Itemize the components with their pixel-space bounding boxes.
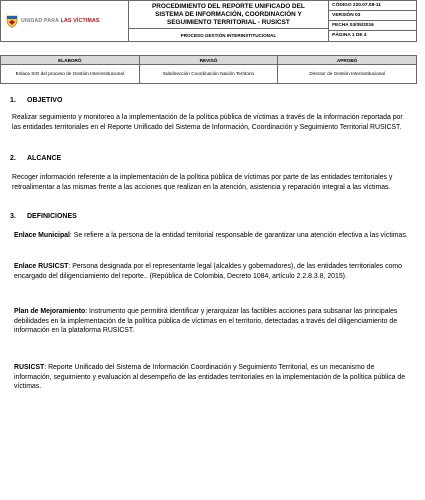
process-name: PROCESO GESTIÓN INTERINSTITUCIONAL — [128, 29, 328, 42]
section-title: ALCANCE — [27, 155, 62, 162]
definition-item — [14, 231, 410, 241]
section-number: 2. — [10, 155, 16, 162]
section-number: 1. — [10, 97, 16, 104]
section-number: 3. — [10, 213, 16, 220]
objetivo-text: Realizar seguimiento y monitoreo a la implementación de la política pública de víctimas a través de la información reportada por las entidades territoriales en el Reporte Unificado del Sistema de Información, Coordinación y Seguimiento Territorial RUSICST. — [12, 114, 403, 131]
signature-approved-by: Director de Gestión Interinstitucional — [278, 65, 417, 84]
definition-text: : Persona designada por el representante legal (alcaldes y gobernadores), de las entidades territoriales como encargado del diligenciamiento del reporte.. (República de Colombia, Decreto 1084, artículo 2.2.8.3.8, 2015). — [14, 263, 403, 280]
coat-of-arms-icon — [6, 15, 18, 28]
definition-text: : Se refiere a la persona de la entidad territorial responsable de garantizar una atención efectiva a las víctimas. — [69, 232, 408, 239]
signature-header-approved: APROBÓ — [278, 56, 417, 65]
logo — [6, 15, 128, 28]
document-version: VERSIÓN 03 — [329, 11, 416, 21]
title-line-3: SEGUIMIENTO TERRITORIAL - RUSICST — [166, 18, 290, 26]
definition-term: RUSICST — [14, 364, 45, 371]
section-title: OBJETIVO — [27, 97, 63, 104]
definition-text: : Reporte Unificado del Sistema de Información Coordinación y Seguimiento Territorial, es un mecanismo de información, seguimiento y evaluación al desempeño de las entidades territoriales en la implementación de la política pública de víctimas. — [14, 364, 406, 391]
signature-header-prepared: ELABORÓ — [1, 56, 140, 65]
signature-header-reviewed: REVISÓ — [139, 56, 278, 65]
document-title — [128, 1, 328, 29]
definition-item — [14, 363, 410, 392]
logo-text-part1: UNIDAD PARA — [21, 18, 59, 24]
signature-prepared-by: Enlace SIG del proceso de Gestión Interinstitucional — [1, 65, 140, 84]
signature-reviewed-by: Subdirección Coordinación Nación Territorio — [139, 65, 278, 84]
section-heading-alcance — [10, 155, 61, 162]
title-line-2: SISTEMA DE INFORMACIÓN, COORDINACIÓN Y — [155, 10, 302, 18]
definition-term: Plan de Mejoramiento — [14, 308, 86, 315]
document-date: FECHA 03/05/2016 — [329, 21, 416, 31]
logo-text — [21, 18, 100, 24]
logo-cell — [1, 1, 129, 42]
definition-text: : Instrumento que permitirá identificar y jerarquizar las factibles acciones para subsanar las principales debilidades en la implementación de la política pública de víctimas en el territorio, detectadas a través del diligenciamiento de información en la plataforma RUSICST. — [14, 308, 398, 335]
document-page: PÁGINA 1 DE 4 — [332, 33, 367, 38]
definition-item — [14, 262, 410, 281]
definition-term: Enlace RUSICST — [14, 263, 69, 270]
section-heading-objetivo — [10, 97, 62, 104]
logo-text-part2: LAS VÍCTIMAS — [60, 18, 100, 24]
document-meta — [329, 1, 417, 42]
title-line-1: PROCEDIMIENTO DEL REPORTE UNIFICADO DEL — [152, 2, 305, 10]
alcance-text: Recoger información referente a la implementación de la política pública de víctimas por parte de las entidades territoriales y retroalimentar a las mismas frente a las acciones que realizan en la atención, asistencia y reparación integral a las víctimas. — [12, 174, 393, 191]
definition-item — [14, 307, 410, 336]
section-title: DEFINICIONES — [27, 213, 77, 220]
signature-table — [0, 55, 417, 84]
document-code: CÓDIGO 220.07.08-11 — [329, 1, 416, 11]
document-header — [0, 0, 417, 42]
definition-term: Enlace Municipal — [14, 232, 70, 239]
section-heading-definiciones — [10, 213, 77, 220]
